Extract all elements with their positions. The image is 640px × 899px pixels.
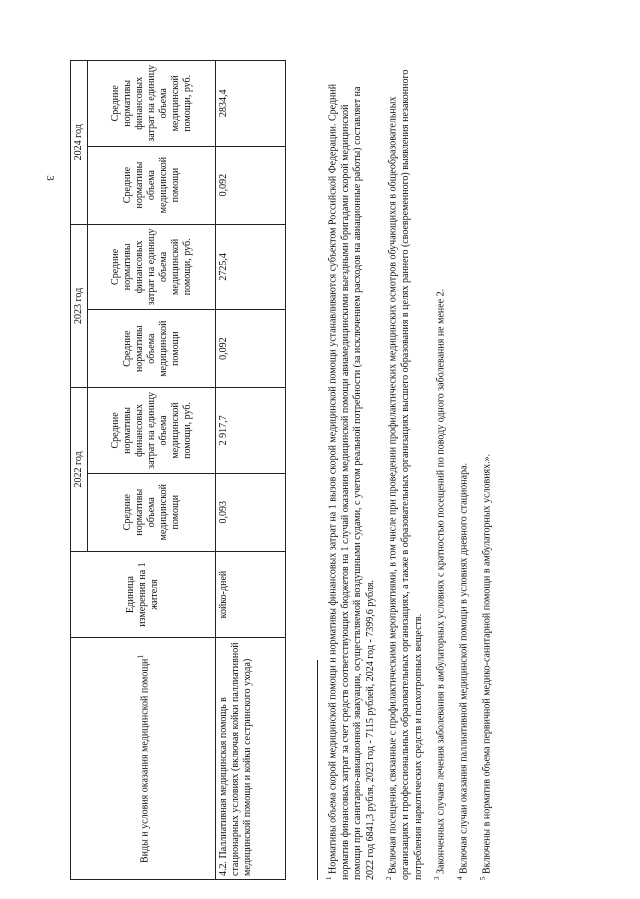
header-volume-2022: Средние нормативы объема медицинской помощи (88, 473, 216, 551)
header-cost-2022: Средние нормативы финансовых затрат на единицу объема медицинской помощи, руб. (88, 388, 216, 474)
footnote-2 (383, 68, 425, 880)
footnote-5-marker: 5 (478, 876, 487, 880)
table-header-row-years (71, 61, 88, 880)
footnote-2-marker: 2 (385, 876, 394, 880)
header-cost-2023: Средние нормативы финансовых затрат на единицу объема медицинской помощи, руб. (88, 224, 216, 310)
header-cost-2024: Средние нормативы финансовых затрат на единицу объема медицинской помощи, руб. (88, 61, 216, 147)
table-row (216, 61, 286, 880)
norms-table (70, 60, 286, 880)
footnote-1-marker: 1 (325, 876, 333, 880)
footnote-3 (431, 68, 448, 880)
row-volume-2023: 0,092 (216, 310, 286, 388)
row-unit: койко-дней (216, 551, 286, 638)
footnote-3-text: Законченных случаев лечения заболевания в амбулаторных условиях с кратностью посещений по поводу одного заболевания не менее 2. (435, 288, 447, 874)
header-kind-footnote: 1 (135, 654, 145, 659)
header-unit: Единица измерения на 1 жителя (71, 551, 216, 638)
footnote-4-text: Включая случаи оказания паллиативной медицинской помощи в условиях дневного стационара. (458, 462, 470, 874)
header-year-2024: 2024 год (71, 61, 88, 225)
row-cost-2023: 2725,4 (216, 224, 286, 310)
header-kind-text: Виды и условия оказания медицинской помощи (139, 658, 151, 864)
landscape-page (70, 60, 610, 880)
footnote-separator (317, 660, 318, 880)
header-year-2022: 2022 год (71, 388, 88, 552)
footnote-5 (477, 68, 494, 880)
header-volume-2023: Средние нормативы объема медицинской помощи (88, 310, 216, 388)
header-kind (71, 638, 216, 880)
footnote-1-text: Нормативы объема скорой медицинской помощи и нормативы финансовых затрат на 1 вызов скорой медицинской помощи устанавливаются субъектом Российской Федерации. Средний норматив финансовых затрат за счет средств соответствующих бюджетов на 1 случай оказания медицинской помощи авиамедицинскими выездными бригадами скорой медицинской помощи при санитарно-авиационной эвакуации, осуществляемой воздушными судами, с учетом реальной потребности (за исключением расходов на авиационные работы) составляет на 2022 год 6841,3 рубля, 2023 год - 7115 рублей, 2024 год - 7399,6 рубля. (327, 83, 376, 880)
footnote-1 (323, 68, 377, 880)
footnote-5-text: Включены в норматив объема первичной медико-санитарной помощи в амбулаторных условиях.». (481, 453, 493, 874)
row-volume-2024: 0,092 (216, 146, 286, 224)
row-cost-2022: 2 917,7 (216, 388, 286, 474)
row-volume-2022: 0,093 (216, 473, 286, 551)
header-volume-2024: Средние нормативы объема медицинской помощи (88, 146, 216, 224)
row-cost-2024: 2834,4 (216, 61, 286, 147)
header-year-2023: 2023 год (71, 224, 88, 388)
footnote-4 (454, 68, 471, 880)
row-kind: 4.2. Паллиативная медицинская помощь в стационарных условиях (включая койки паллиативной медицинской помощи и койки сестринского ухода) (216, 638, 286, 880)
footnote-4-marker: 4 (455, 876, 464, 880)
footnote-2-text: Включая посещения, связанные с профилактическими мероприятиями, в том числе при проведении профилактических медицинских осмотров обучающихся в общеобразовательных организациях и профессиональных образовательных организациях, а также в образовательных организациях высшего образования в целях раннего (своевременного) выявления незаконного потребления наркотических средств и психотропных веществ. (387, 69, 424, 880)
footnote-3-marker: 3 (433, 876, 442, 880)
footnotes (323, 68, 500, 880)
page-number: 3 (44, 175, 56, 181)
